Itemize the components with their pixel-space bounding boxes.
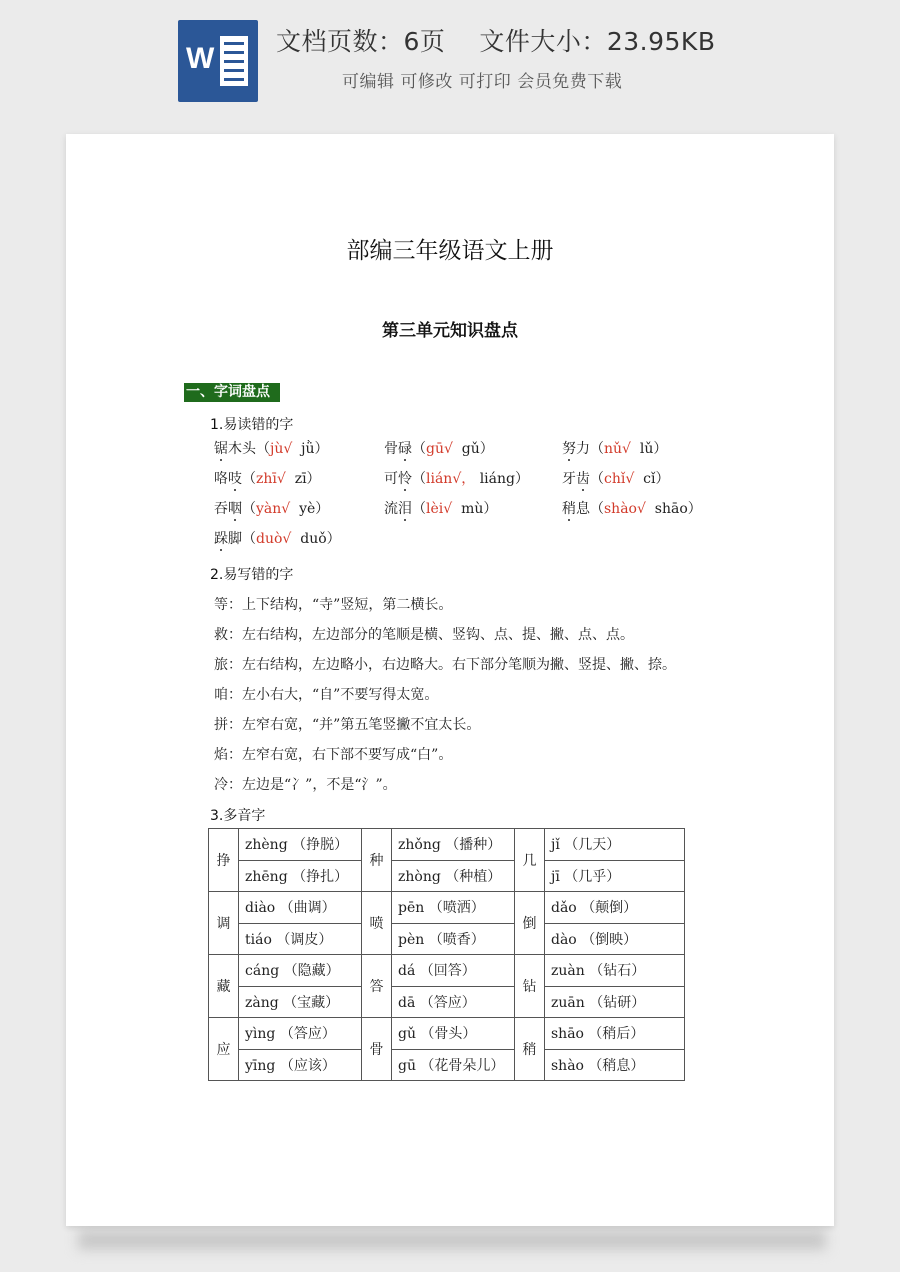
polyphone-reading: jǐ （几天）	[545, 829, 685, 861]
miswrite-rule: 救：左右结构，左边部分的笔顺是横、竖钩、点、提、撇、点、点。	[214, 627, 634, 643]
polyphone-reading: tiáo （调皮）	[239, 923, 362, 955]
banner-title: 文档页数：6页 文件大小：23.95KB	[276, 27, 716, 56]
polyphone-char: 骨	[362, 1018, 392, 1081]
misread-text: （	[590, 471, 604, 487]
correct-pinyin: zhī√	[256, 471, 286, 487]
misread-item	[562, 498, 702, 518]
polyphone-char: 挣	[209, 829, 239, 892]
word-icon-sheet	[220, 36, 248, 86]
word-icon-letter: W	[186, 42, 215, 75]
misread-item	[214, 498, 329, 518]
correct-pinyin: chǐ√	[604, 471, 635, 487]
polyphone-char: 倒	[515, 892, 545, 955]
misread-text: 力（	[576, 441, 604, 457]
wrong-pinyin: liáng）	[475, 471, 529, 487]
correct-pinyin: yàn√	[256, 501, 291, 517]
polyphone-reading: zhēng （挣扎）	[239, 860, 362, 892]
document-title: 部编三年级语文上册	[346, 238, 554, 264]
polyphone-reading: dào （倒映）	[545, 923, 685, 955]
misread-char: 骨	[384, 441, 398, 457]
polyphone-char: 稍	[515, 1018, 545, 1081]
misread-char-marked: 吱	[228, 471, 242, 487]
miswrite-rule: 冷：左边是“冫”，不是“氵”。	[214, 777, 397, 793]
polyphone-reading: gǔ （骨头）	[392, 1018, 515, 1050]
page-shadow	[78, 1230, 826, 1250]
wrong-pinyin: mù）	[452, 501, 498, 517]
polyphone-reading: yìng （答应）	[239, 1018, 362, 1050]
word-document-icon	[178, 20, 258, 102]
subheading-misread: 1.易读错的字	[210, 417, 294, 433]
misread-text: （	[412, 441, 426, 457]
polyphone-reading: pèn （喷香）	[392, 923, 515, 955]
misread-char: 努	[562, 441, 576, 457]
misread-item	[384, 498, 497, 518]
misread-item	[562, 468, 669, 488]
wrong-pinyin: zī）	[285, 471, 321, 487]
polyphone-char: 答	[362, 955, 392, 1018]
miswrite-rule: 等：上下结构，“寺”竖短，第二横长。	[214, 597, 453, 613]
polyphone-char: 应	[209, 1018, 239, 1081]
polyphone-reading: dá （回答）	[392, 955, 515, 987]
polyphone-reading: dā （答应）	[392, 986, 515, 1018]
misread-text: （	[412, 471, 426, 487]
polyphone-table	[208, 828, 685, 1081]
subheading-miswrite: 2.易写错的字	[210, 567, 294, 583]
misread-char: 牙	[562, 471, 576, 487]
wrong-pinyin: jǜ）	[292, 441, 329, 457]
download-banner	[0, 0, 900, 110]
polyphone-reading: zhèng （挣脱）	[239, 829, 362, 861]
polyphone-reading: pēn （喷洒）	[392, 892, 515, 924]
polyphone-char: 藏	[209, 955, 239, 1018]
misread-char: 锯	[214, 441, 228, 457]
polyphone-reading: yīng （应该）	[239, 1049, 362, 1081]
polyphone-reading: cáng （隐藏）	[239, 955, 362, 987]
wrong-pinyin: lǔ）	[630, 441, 668, 457]
miswrite-rule: 拼：左窄右宽，“并”第五笔竖撇不宜太长。	[214, 717, 481, 733]
polyphone-reading: zhòng （种植）	[392, 860, 515, 892]
misread-text: （	[242, 471, 256, 487]
wrong-pinyin: shāo）	[645, 501, 702, 517]
correct-pinyin: duò√	[256, 531, 292, 547]
correct-pinyin: shào√	[604, 501, 646, 517]
misread-item	[214, 528, 341, 548]
correct-pinyin: lián√，	[426, 471, 476, 487]
correct-pinyin: lèi√	[426, 501, 453, 517]
misread-item	[384, 468, 529, 488]
wrong-pinyin: cǐ）	[634, 471, 670, 487]
banner-subtitle: 可编辑 可修改 可打印 会员免费下载	[342, 72, 623, 92]
misread-text: 脚（	[228, 531, 256, 547]
miswrite-rule: 旅：左右结构，左边略小，右边略大。右下部分笔顺为撇、竖提、撇、捺。	[214, 657, 676, 673]
misread-char-marked: 泪	[398, 501, 412, 517]
misread-text: 息（	[576, 501, 604, 517]
misread-char: 咯	[214, 471, 228, 487]
misread-char: 流	[384, 501, 398, 517]
misread-char: 跺	[214, 531, 228, 547]
misread-char: 可	[384, 471, 398, 487]
document-subtitle: 第三单元知识盘点	[382, 321, 518, 341]
misread-text: （	[242, 501, 256, 517]
polyphone-char: 调	[209, 892, 239, 955]
misread-char-marked: 碌	[398, 441, 412, 457]
misread-char-marked: 齿	[576, 471, 590, 487]
polyphone-reading: dǎo （颠倒）	[545, 892, 685, 924]
section-heading: 一、字词盘点	[184, 383, 280, 402]
subheading-polyphones: 3.多音字	[210, 808, 266, 824]
misread-char: 吞	[214, 501, 228, 517]
document-page	[66, 134, 834, 1226]
wrong-pinyin: yè）	[290, 501, 330, 517]
polyphone-reading: zuān （钻研）	[545, 986, 685, 1018]
polyphone-reading: jī （几乎）	[545, 860, 685, 892]
misread-item	[214, 438, 329, 458]
misread-text: 木头（	[228, 441, 270, 457]
misread-char: 稍	[562, 501, 576, 517]
misread-text: （	[412, 501, 426, 517]
polyphone-reading: diào （曲调）	[239, 892, 362, 924]
polyphone-char: 几	[515, 829, 545, 892]
misread-item	[562, 438, 667, 458]
polyphone-reading: zàng （宝藏）	[239, 986, 362, 1018]
misread-item	[214, 468, 321, 488]
polyphone-char: 种	[362, 829, 392, 892]
correct-pinyin: gū√	[426, 441, 453, 457]
polyphone-reading: shāo （稍后）	[545, 1018, 685, 1050]
misread-item	[384, 438, 494, 458]
polyphone-char: 钻	[515, 955, 545, 1018]
polyphone-char: 喷	[362, 892, 392, 955]
wrong-pinyin: duǒ）	[291, 531, 341, 547]
misread-char-marked: 怜	[398, 471, 412, 487]
correct-pinyin: jù√	[270, 441, 293, 457]
correct-pinyin: nǔ√	[604, 441, 631, 457]
misread-char-marked: 咽	[228, 501, 242, 517]
wrong-pinyin: gǔ）	[452, 441, 494, 457]
miswrite-rule: 咱：左小右大，“自”不要写得太宽。	[214, 687, 439, 703]
miswrite-rule: 焰：左窄右宽，右下部不要写成“白”。	[214, 747, 453, 763]
polyphone-reading: zhǒng （播种）	[392, 829, 515, 861]
polyphone-reading: zuàn （钻石）	[545, 955, 685, 987]
polyphone-reading: gū （花骨朵儿）	[392, 1049, 515, 1081]
polyphone-reading: shào （稍息）	[545, 1049, 685, 1081]
